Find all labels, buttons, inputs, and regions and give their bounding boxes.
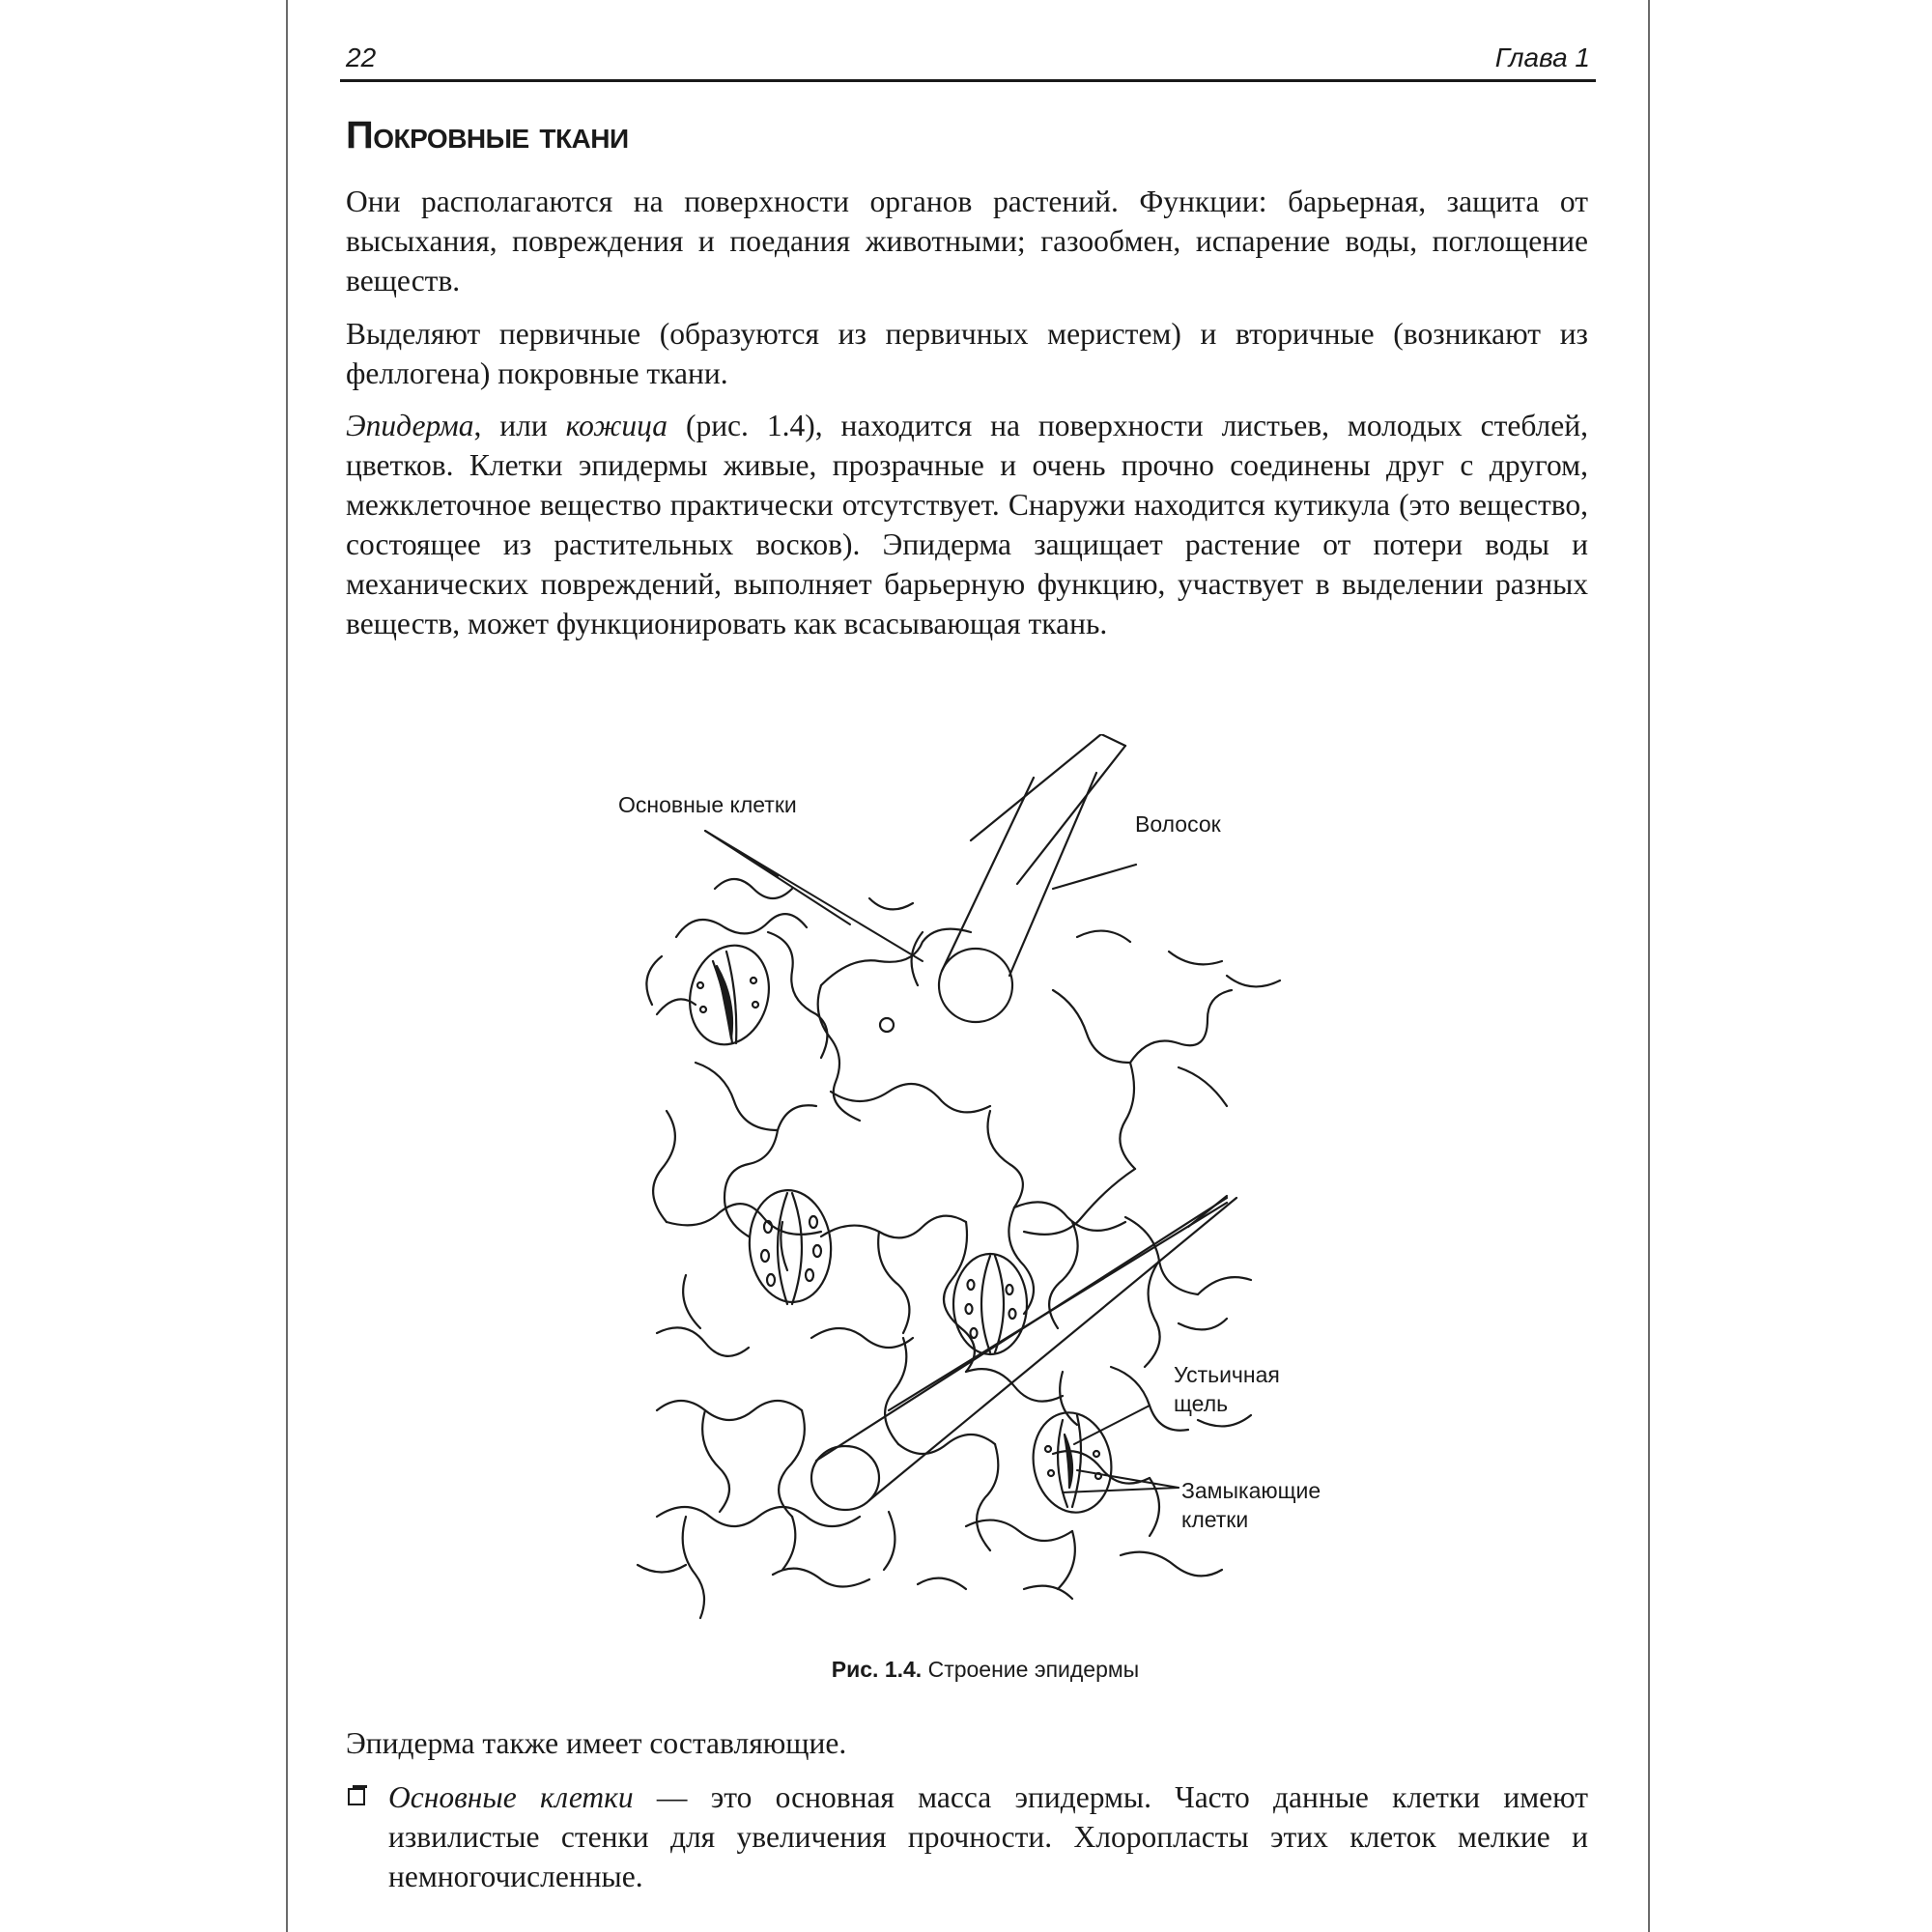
caption-label: Рис. 1.4. [831,1657,923,1682]
paragraph-types: Выделяют первичные (образуются из первичных меристем) и вторичные (возникают из феллогена) покровные ткани. [346,317,1588,390]
paragraph-epidermis-body: (рис. 1.4), находится на поверхности листьев, молодых стеблей, цветков. Клетки эпидермы живые, прозрачные и очень прочно соединены друг с другом, межклеточное вещество практически отсутствует. Снаружи находится кутикула (это вещество, состоящее из растительных восков). Эпидерма защищает растение от потери воды и механических повреждений, выполняет барьерную функцию, участвует в выделении разных веществ, может функционировать как всасывающая ткань. [346,409,1588,640]
label-main-cells: Основные клетки [618,792,797,817]
hair-top [939,734,1136,1022]
hair-bottom [811,1196,1236,1510]
list-item-body: — это основная масса эпидермы. Часто данные клетки имеют извилистые стенки для увеличения прочности. Хлоропласты этих клеток мелкие и немногочисленные. [388,1780,1588,1893]
list-item-text [388,1777,1588,1896]
paragraph-functions: Они располагаются на поверхности органов растений. Функции: барьерная, защита от высыхания, повреждения и поедания животными; газообмен, испарение воды, поглощение веществ. [346,185,1588,298]
label-guard-cells-line2: клетки [1181,1507,1249,1532]
figure-epidermis [599,734,1372,1623]
term-skin: кожица [565,409,668,442]
label-stoma-slit [1174,1360,1280,1418]
label-guard-cells [1181,1476,1321,1534]
section-title: Покровные ткани [346,114,629,156]
label-guard-cells-line1: Замыкающие [1181,1478,1321,1503]
nucleus-mark [880,1018,894,1032]
label-hair: Волосок [1135,811,1221,837]
chapter-label: Глава 1 [1494,43,1590,72]
paragraph-components: Эпидерма также имеет составляющие. [346,1726,847,1760]
label-stoma-slit-line2: щель [1174,1391,1229,1416]
paragraph-epidermis [346,406,1588,643]
page-number: 22 [346,43,377,72]
stoma-center [953,1254,1027,1354]
page-border-right [1648,0,1650,1932]
list-item-term: Основные клетки [388,1780,634,1814]
stoma-top-left [679,936,780,1053]
stoma-middle-left [745,1187,836,1306]
stoma-bottom-right [1026,1406,1120,1519]
term-epidermis: Эпидерма [346,409,474,442]
label-stoma-slit-line1: Устьичная [1174,1362,1280,1387]
checkbox-bullet-icon [348,1788,365,1805]
running-header [340,39,1596,82]
caption-text: Строение эпидермы [922,1657,1140,1682]
page-border-left [286,0,288,1932]
term-separator: , или [473,409,566,442]
figure-caption [599,1657,1372,1683]
